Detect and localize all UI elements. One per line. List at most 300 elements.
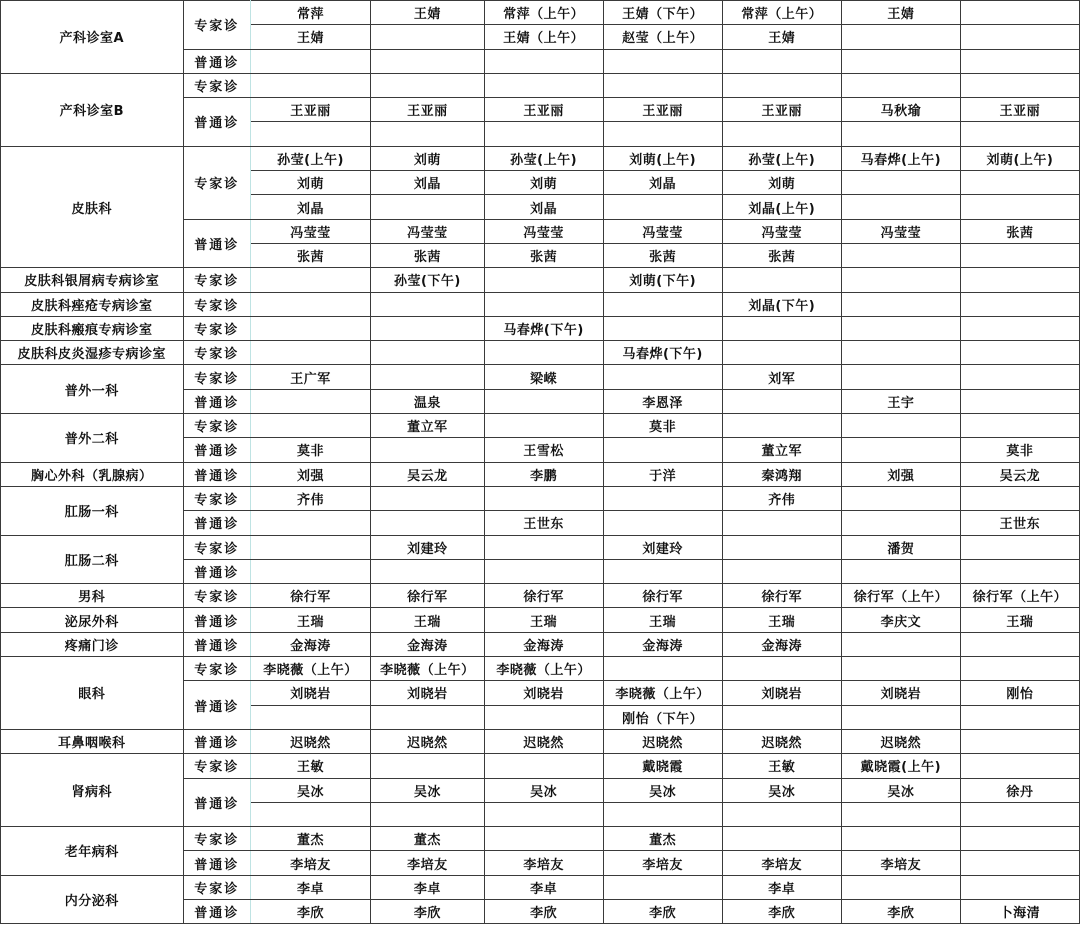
schedule-cell [841,316,960,340]
schedule-cell: 李卓 [250,875,370,899]
schedule-cell: 刘萌(上午) [603,146,722,170]
table-row [1,73,1080,97]
schedule-cell: 李晓薇（上午） [250,657,370,681]
table-row [1,1,1080,25]
schedule-cell: 张茜 [603,243,722,267]
schedule-cell [371,559,484,583]
schedule-cell [722,559,841,583]
schedule-cell: 刘萌 [722,171,841,195]
schedule-cell: 李欣 [841,899,960,923]
clinic-type-expert: 专家诊 [183,316,250,340]
schedule-cell: 迟晓然 [371,729,484,753]
schedule-cell: 马春烨(上午) [841,146,960,170]
schedule-cell: 刘萌 [250,171,370,195]
department-name: 老年病科 [1,827,184,876]
schedule-cell [841,341,960,365]
schedule-cell: 王雪松 [484,438,603,462]
schedule-cell: 李欣 [484,899,603,923]
schedule-cell [960,171,1079,195]
schedule-cell: 李培友 [371,851,484,875]
schedule-cell [960,705,1079,729]
schedule-cell: 李卓 [722,875,841,899]
schedule-cell [841,195,960,219]
schedule-cell [960,535,1079,559]
table-row [1,632,1080,656]
schedule-cell [371,341,484,365]
schedule-cell: 迟晓然 [250,729,370,753]
schedule-cell: 冯莹莹 [250,219,370,243]
schedule-cell [484,292,603,316]
schedule-cell: 马春烨(下午) [484,316,603,340]
schedule-cell: 金海涛 [603,632,722,656]
schedule-cell [603,195,722,219]
schedule-cell [722,389,841,413]
schedule-cell [841,122,960,146]
schedule-cell: 刘建玲 [603,535,722,559]
schedule-cell: 张茜 [371,243,484,267]
schedule-cell [841,802,960,826]
schedule-cell [722,657,841,681]
table-row [1,827,1080,851]
schedule-cell: 李培友 [722,851,841,875]
schedule-cell [250,705,370,729]
schedule-cell [484,754,603,778]
schedule-cell [371,122,484,146]
schedule-cell: 徐行军（上午） [960,584,1079,608]
table-row [1,584,1080,608]
schedule-cell: 王亚丽 [603,98,722,122]
schedule-cell [722,511,841,535]
schedule-cell [841,559,960,583]
schedule-cell [841,827,960,851]
schedule-cell: 刘萌 [371,146,484,170]
schedule-cell [960,414,1079,438]
schedule-cell: 王瑞 [960,608,1079,632]
table-row [1,341,1080,365]
schedule-cell [841,486,960,510]
schedule-cell: 戴晓霞 [603,754,722,778]
schedule-cell [960,243,1079,267]
clinic-type-general: 普通诊 [183,778,250,827]
schedule-cell [960,49,1079,73]
schedule-cell [841,511,960,535]
schedule-cell: 李庆文 [841,608,960,632]
schedule-cell: 吴冰 [603,778,722,802]
schedule-cell [603,875,722,899]
schedule-cell [484,414,603,438]
schedule-cell [250,511,370,535]
schedule-cell [250,802,370,826]
schedule-cell: 冯莹莹 [484,219,603,243]
table-row [1,608,1080,632]
schedule-cell: 刘晓岩 [484,681,603,705]
schedule-cell: 金海涛 [722,632,841,656]
schedule-cell: 李欣 [603,899,722,923]
schedule-cell: 潘贺 [841,535,960,559]
schedule-cell: 王亚丽 [250,98,370,122]
schedule-cell [250,559,370,583]
schedule-cell: 莫非 [250,438,370,462]
schedule-cell: 刘晶 [603,171,722,195]
department-name: 眼科 [1,657,184,730]
schedule-cell [603,316,722,340]
schedule-cell [722,122,841,146]
schedule-cell: 迟晓然 [484,729,603,753]
schedule-cell: 李鹏 [484,462,603,486]
schedule-cell: 李欣 [722,899,841,923]
schedule-cell: 董杰 [603,827,722,851]
schedule-cell: 李晓薇（上午） [371,657,484,681]
schedule-cell [603,511,722,535]
schedule-cell: 董立军 [371,414,484,438]
schedule-cell [484,535,603,559]
schedule-cell [603,49,722,73]
table-row [1,657,1080,681]
schedule-cell [960,875,1079,899]
schedule-cell: 马秋瑜 [841,98,960,122]
schedule-cell: 徐行军 [371,584,484,608]
department-name: 疼痛门诊 [1,632,184,656]
schedule-cell: 常萍（上午） [484,1,603,25]
clinic-type-general: 普通诊 [183,632,250,656]
schedule-cell: 王世东 [484,511,603,535]
schedule-cell: 冯莹莹 [722,219,841,243]
schedule-cell [960,73,1079,97]
schedule-cell: 李培友 [250,851,370,875]
department-name: 皮肤科瘢痕专病诊室 [1,316,184,340]
clinic-type-expert: 专家诊 [183,1,250,50]
schedule-cell [841,73,960,97]
schedule-cell: 张茜 [722,243,841,267]
schedule-cell: 吴云龙 [960,462,1079,486]
schedule-cell: 王婧 [250,25,370,49]
schedule-cell [960,316,1079,340]
clinic-type-general: 普通诊 [183,49,250,73]
schedule-cell [722,268,841,292]
schedule-cell: 刘萌(上午) [960,146,1079,170]
schedule-cell: 李欣 [371,899,484,923]
table-row [1,535,1080,559]
schedule-cell [250,389,370,413]
schedule-cell [250,49,370,73]
schedule-cell [484,389,603,413]
schedule-cell: 孙莹(上午) [250,146,370,170]
schedule-cell: 温泉 [371,389,484,413]
schedule-cell: 徐行军 [603,584,722,608]
schedule-cell [841,49,960,73]
department-name: 皮肤科痤疮专病诊室 [1,292,184,316]
schedule-cell: 孙莹(上午) [722,146,841,170]
schedule-cell: 王婧（上午） [484,25,603,49]
schedule-cell: 王瑞 [250,608,370,632]
schedule-cell [250,341,370,365]
schedule-cell [960,827,1079,851]
clinic-type-general: 普通诊 [183,511,250,535]
schedule-cell: 刚怡（下午） [603,705,722,729]
schedule-cell [484,559,603,583]
schedule-cell: 刘晶 [371,171,484,195]
schedule-cell: 徐行军（上午） [841,584,960,608]
schedule-cell [722,49,841,73]
schedule-cell: 王婧（下午） [603,1,722,25]
schedule-cell [371,195,484,219]
schedule-cell: 刘强 [841,462,960,486]
schedule-cell [960,559,1079,583]
schedule-cell: 王瑞 [371,608,484,632]
department-name: 普外二科 [1,414,184,463]
table-row [1,414,1080,438]
clinic-type-expert: 专家诊 [183,365,250,389]
schedule-cell: 刘晓岩 [722,681,841,705]
schedule-cell [250,292,370,316]
schedule-cell [960,657,1079,681]
table-row [1,316,1080,340]
clinic-type-general: 普通诊 [183,681,250,730]
schedule-cell [960,365,1079,389]
schedule-cell [960,292,1079,316]
schedule-cell: 张茜 [960,219,1079,243]
schedule-cell: 李培友 [603,851,722,875]
schedule-cell: 吴冰 [371,778,484,802]
schedule-cell [250,73,370,97]
schedule-cell: 吴云龙 [371,462,484,486]
schedule-cell [960,25,1079,49]
schedule-cell: 李卓 [371,875,484,899]
schedule-cell: 莫非 [603,414,722,438]
schedule-cell: 刚怡 [960,681,1079,705]
schedule-cell: 张茜 [250,243,370,267]
clinic-type-general: 普通诊 [183,729,250,753]
clinic-type-expert: 专家诊 [183,414,250,438]
clinic-type-expert: 专家诊 [183,827,250,851]
schedule-cell: 王瑞 [603,608,722,632]
schedule-cell [371,438,484,462]
schedule-cell [250,268,370,292]
schedule-cell: 齐伟 [722,486,841,510]
schedule-cell [960,486,1079,510]
schedule-cell: 常萍（上午） [722,1,841,25]
schedule-cell [960,851,1079,875]
schedule-cell [484,73,603,97]
schedule-cell [722,802,841,826]
schedule-cell [722,827,841,851]
clinic-type-expert: 专家诊 [183,268,250,292]
clinic-type-expert: 专家诊 [183,657,250,681]
schedule-cell: 李培友 [841,851,960,875]
schedule-cell: 常萍 [250,1,370,25]
table-row [1,486,1080,510]
schedule-cell [960,729,1079,753]
schedule-cell: 张茜 [484,243,603,267]
schedule-cell: 刘晶(上午) [722,195,841,219]
schedule-cell [841,414,960,438]
schedule-cell [484,486,603,510]
schedule-cell [603,438,722,462]
schedule-cell: 王亚丽 [960,98,1079,122]
schedule-cell: 冯莹莹 [841,219,960,243]
schedule-cell [841,438,960,462]
schedule-cell: 马春烨(下午) [603,341,722,365]
schedule-cell: 吴冰 [250,778,370,802]
schedule-cell [484,49,603,73]
schedule-cell [371,292,484,316]
schedule-cell: 王广军 [250,365,370,389]
schedule-cell: 王瑞 [484,608,603,632]
department-name: 皮肤科皮炎湿疹专病诊室 [1,341,184,365]
schedule-cell: 刘晓岩 [250,681,370,705]
schedule-cell: 徐行军 [484,584,603,608]
schedule-cell: 刘强 [250,462,370,486]
schedule-cell: 金海涛 [484,632,603,656]
schedule-cell [722,316,841,340]
schedule-cell: 王婧 [841,1,960,25]
schedule-cell: 于洋 [603,462,722,486]
schedule-cell: 王婧 [371,1,484,25]
table-row [1,365,1080,389]
schedule-cell [841,25,960,49]
schedule-cell [603,802,722,826]
clinic-type-expert: 专家诊 [183,341,250,365]
schedule-cell: 吴冰 [484,778,603,802]
schedule-cell: 刘建玲 [371,535,484,559]
schedule-cell: 徐行军 [722,584,841,608]
schedule-cell: 王亚丽 [484,98,603,122]
department-name: 皮肤科银屑病专病诊室 [1,268,184,292]
schedule-cell: 齐伟 [250,486,370,510]
schedule-cell [371,511,484,535]
schedule-cell [250,316,370,340]
schedule-cell [960,632,1079,656]
department-name: 内分泌科 [1,875,184,924]
schedule-cell: 梁嵘 [484,365,603,389]
schedule-cell [250,122,370,146]
schedule-cell [250,414,370,438]
table-row [1,754,1080,778]
department-name: 皮肤科 [1,146,184,267]
schedule-cell: 董杰 [250,827,370,851]
schedule-cell: 戴晓霞(上午) [841,754,960,778]
schedule-cell: 董立军 [722,438,841,462]
schedule-cell [841,243,960,267]
schedule-cell [722,341,841,365]
clinic-type-expert: 专家诊 [183,875,250,899]
schedule-cell: 李卓 [484,875,603,899]
schedule-cell [960,389,1079,413]
schedule-cell [371,49,484,73]
schedule-cell [960,195,1079,219]
department-name: 肛肠二科 [1,535,184,584]
schedule-cell: 迟晓然 [841,729,960,753]
schedule-cell: 王亚丽 [371,98,484,122]
department-name: 肛肠一科 [1,486,184,535]
schedule-cell: 王婧 [722,25,841,49]
clinic-type-general: 普通诊 [183,851,250,875]
schedule-cell: 刘晓岩 [841,681,960,705]
clinic-type-general: 普通诊 [183,462,250,486]
schedule-cell [841,365,960,389]
schedule-cell [841,171,960,195]
schedule-cell: 王世东 [960,511,1079,535]
schedule-cell [722,705,841,729]
schedule-cell [841,875,960,899]
schedule-cell: 孙莹(上午) [484,146,603,170]
schedule-cell: 王敏 [722,754,841,778]
schedule-cell [484,802,603,826]
schedule-cell [371,486,484,510]
schedule-cell: 刘萌(下午) [603,268,722,292]
schedule-cell: 莫非 [960,438,1079,462]
schedule-cell [484,705,603,729]
schedule-cell [484,268,603,292]
schedule-cell [960,122,1079,146]
clinic-type-expert: 专家诊 [183,292,250,316]
schedule-cell: 李培友 [484,851,603,875]
schedule-cell [722,73,841,97]
department-name: 产科诊室B [1,73,184,146]
schedule-cell: 冯莹莹 [371,219,484,243]
clinic-type-expert: 专家诊 [183,486,250,510]
schedule-cell: 赵莹（上午） [603,25,722,49]
clinic-type-expert: 专家诊 [183,754,250,778]
schedule-cell [371,802,484,826]
department-name: 胸心外科（乳腺病） [1,462,184,486]
schedule-cell: 刘晶 [484,195,603,219]
department-name: 肾病科 [1,754,184,827]
schedule-cell [841,268,960,292]
table-row [1,268,1080,292]
table-row [1,462,1080,486]
schedule-cell: 刘晶 [250,195,370,219]
schedule-cell: 迟晓然 [603,729,722,753]
clinic-type-general: 普通诊 [183,219,250,268]
schedule-cell: 李晓薇（上午） [603,681,722,705]
schedule-cell [484,827,603,851]
schedule-cell: 金海涛 [371,632,484,656]
schedule-cell [484,341,603,365]
schedule-cell [722,414,841,438]
schedule-cell: 冯莹莹 [603,219,722,243]
department-name: 产科诊室A [1,1,184,74]
table-row [1,729,1080,753]
department-name: 耳鼻咽喉科 [1,729,184,753]
table-row [1,875,1080,899]
schedule-cell [371,316,484,340]
schedule-cell [371,365,484,389]
schedule-cell: 王宇 [841,389,960,413]
schedule-cell [722,535,841,559]
clinic-type-general: 普通诊 [183,559,250,583]
schedule-cell [603,657,722,681]
clinic-type-general: 普通诊 [183,98,250,147]
schedule-cell: 秦鸿翔 [722,462,841,486]
table-row [1,146,1080,170]
department-name: 普外一科 [1,365,184,414]
schedule-body [1,1,1080,924]
department-name: 泌尿外科 [1,608,184,632]
schedule-cell: 刘晓岩 [371,681,484,705]
schedule-cell: 吴冰 [841,778,960,802]
schedule-cell: 徐丹 [960,778,1079,802]
schedule-cell: 金海涛 [250,632,370,656]
schedule-cell [841,657,960,681]
schedule-cell [841,292,960,316]
schedule-cell [841,632,960,656]
schedule-cell [960,268,1079,292]
schedule-cell [841,705,960,729]
schedule-cell: 李恩泽 [603,389,722,413]
schedule-cell [250,535,370,559]
schedule-cell [960,341,1079,365]
